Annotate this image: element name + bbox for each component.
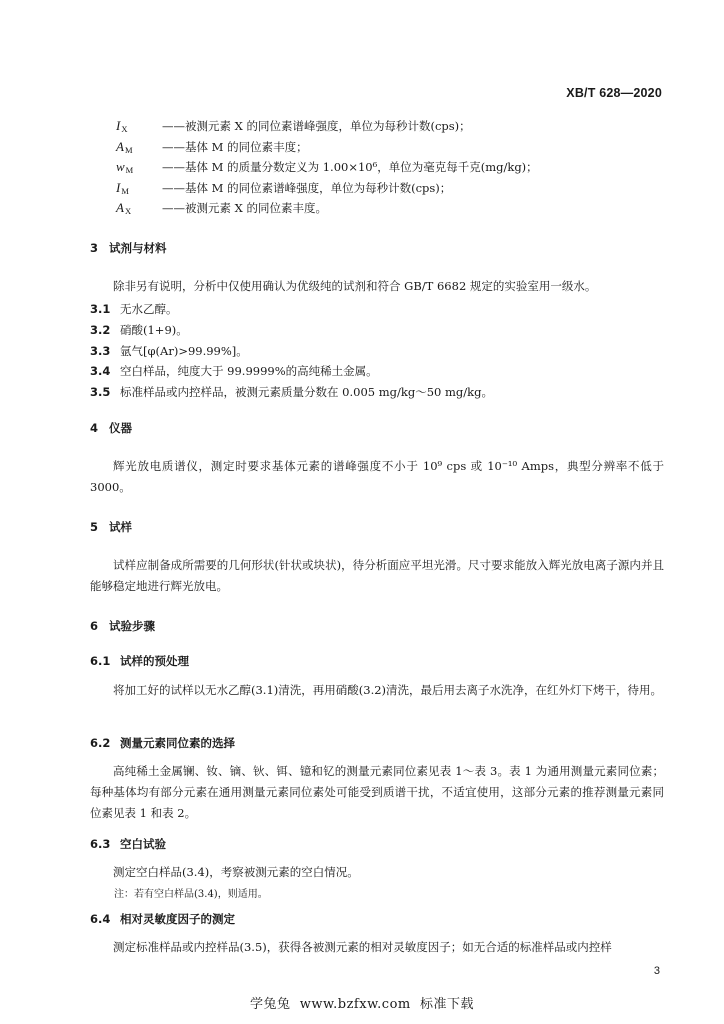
section-6-heading: 6 试验步骤 xyxy=(90,619,155,633)
section-3-heading: 3 试剂与材料 xyxy=(90,241,167,255)
definition-text: ——被测元素 X 的同位素丰度。 xyxy=(162,201,327,216)
symbol: $A_X$ xyxy=(116,200,132,217)
item-3-1: 3.1 无水乙醇。 xyxy=(90,302,178,316)
symbol: $I_X$ xyxy=(116,118,128,135)
page-number: 3 xyxy=(653,965,660,977)
section-3-intro: 除非另有说明，分析中仅使用确认为优级纯的试剂和符合 GB/T 6682 规定的实验室用一级水。 xyxy=(113,279,597,293)
item-3-3: 3.3 氩气[φ(Ar)>99.99%]。 xyxy=(90,344,248,358)
definition-row xyxy=(116,178,538,199)
section-6-3-heading: 6.3 空白试验 xyxy=(90,837,166,851)
section-6-1-heading: 6.1 试样的预处理 xyxy=(90,654,189,668)
definition-text: ——被测元素 X 的同位素谱峰强度，单位为每秒计数(cps)； xyxy=(162,119,471,134)
section-5-heading: 5 试样 xyxy=(90,520,132,534)
definition-text: ——基体 M 的同位素丰度； xyxy=(162,139,308,154)
definition-row xyxy=(116,137,538,158)
definition-row xyxy=(116,198,538,219)
section-4-heading: 4 仪器 xyxy=(90,421,132,435)
watermark-footer: 学兔兔 www.bzfxw.com 标准下载 xyxy=(250,997,474,1012)
section-6-1-text: 将加工好的试样以无水乙醇(3.1)清洗，再用硝酸(3.2)清洗，最后用去离子水洗净，在红外灯下烤干，待用。 xyxy=(113,683,663,697)
section-6-3-note: 注：若有空白样品(3.4)，则适用。 xyxy=(114,889,268,900)
section-6-2-text: 高纯稀土金属镧、钕、镝、钬、铒、镱和钇的测量元素同位素见表 1～表 3。表 1 为通用测量元素同位素；每种基体均有部分元素在通用测量元素同位素处可能受到质谱干扰，不适宜使用，这部分元素的推荐测量元素同位素见表 1 和表 2。 xyxy=(90,764,664,820)
item-3-2: 3.2 硝酸(1+9)。 xyxy=(90,323,188,337)
definition-text: ——基体 M 的质量分数定义为 1.00×10⁶，单位为毫克每千克(mg/kg)； xyxy=(162,160,538,175)
definition-text: ——基体 M 的同位素谱峰强度，单位为每秒计数(cps)； xyxy=(162,180,452,195)
item-3-5: 3.5 标准样品或内控样品，被测元素质量分数在 0.005 mg/kg～50 mg/kg。 xyxy=(90,385,493,399)
section-5-text: 试样应制备成所需要的几何形状(针状或块状)，待分析面应平坦光滑。尺寸要求能放入辉光放电离子源内并且能够稳定地进行辉光放电。 xyxy=(90,558,664,593)
standard-number: XB/T 628—2020 xyxy=(566,86,662,100)
definition-row xyxy=(116,116,538,137)
section-4-text: 辉光放电质谱仪，测定时要求基体元素的谱峰强度不小于 10⁹ cps 或 10⁻¹⁰ Amps，典型分辨率不低于3000。 xyxy=(90,459,664,494)
symbol: $A_M$ xyxy=(116,138,133,155)
section-6-2-heading: 6.2 测量元素同位素的选择 xyxy=(90,736,235,750)
symbol: $I_M$ xyxy=(116,179,129,196)
section-6-4-heading: 6.4 相对灵敏度因子的测定 xyxy=(90,912,235,926)
item-3-4: 3.4 空白样品，纯度大于 99.9999%的高纯稀土金属。 xyxy=(90,364,378,378)
symbol-definitions xyxy=(116,116,538,219)
section-6-4-text: 测定标准样品或内控样品(3.5)，获得各被测元素的相对灵敏度因子；如无合适的标准样品或内控样 xyxy=(113,940,612,954)
section-6-3-text: 测定空白样品(3.4)，考察被测元素的空白情况。 xyxy=(113,865,359,879)
symbol: $w_M$ xyxy=(116,159,134,176)
definition-row xyxy=(116,157,538,178)
